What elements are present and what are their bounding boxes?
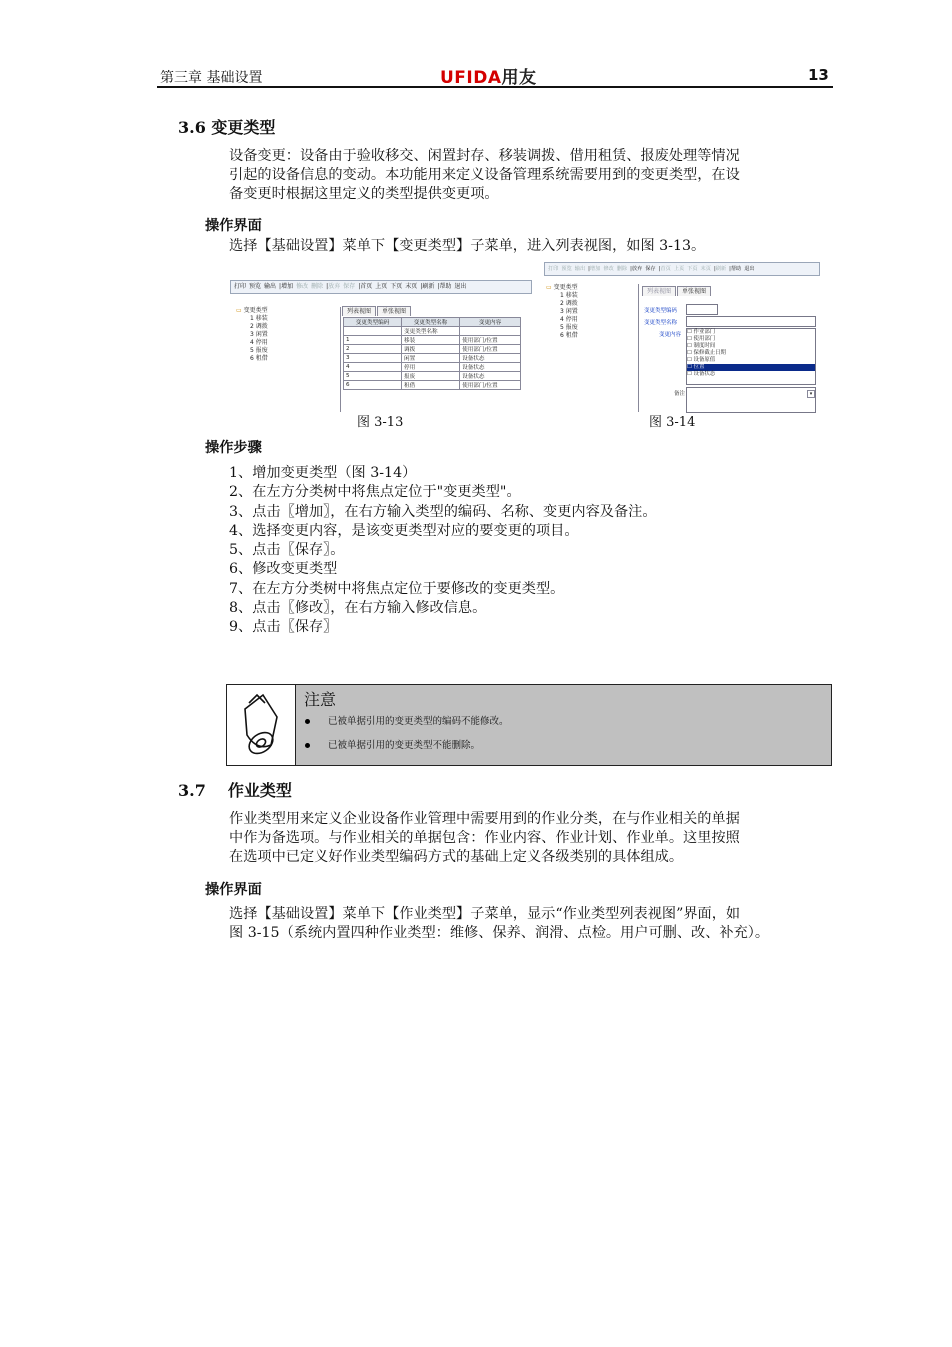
section-number: 3.7	[178, 781, 206, 800]
ui-text-line: 选择【基础设置】菜单下【作业类型】子菜单，显示“作业类型列表视图”界面，如	[229, 906, 741, 922]
bullet-icon	[305, 743, 310, 748]
tree-item[interactable]: 2 调拨	[560, 300, 578, 307]
toolbar-first[interactable]: 首页	[660, 266, 671, 272]
label-type-code: 变更类型编码	[644, 308, 678, 314]
step-item: 7、在左方分类树中将焦点定位于要修改的变更类型。	[229, 580, 565, 597]
toolbar: 打印 预览 输出 |增加 修改 删除 |放弃 保存 |首页 上页 下页 末页 |刷新 |帮助 退出	[544, 262, 820, 276]
section-3-6-title: 3.6 变更类型	[178, 118, 276, 137]
toolbar-cancel[interactable]: 放弃	[328, 283, 341, 290]
tree-item[interactable]: 6 租借	[560, 332, 578, 339]
table-row[interactable]: 6 租借 使用部门/位置	[344, 381, 521, 390]
tree-item[interactable]: 3 闲置	[250, 331, 268, 338]
note-box	[226, 684, 832, 766]
table-row[interactable]: 5 报废 设备状态	[344, 372, 521, 381]
table-row[interactable]: 变更类型名称	[344, 327, 521, 336]
folder-icon: ▭	[236, 307, 242, 314]
list-item[interactable]: ☐ 使用部门	[687, 336, 716, 342]
step-item: 4、选择变更内容，是该变更类型对应的要变更的项目。	[229, 522, 579, 539]
figure-3-14	[544, 262, 820, 412]
tree-item[interactable]: 5 报废	[250, 347, 268, 354]
remark-textarea[interactable]	[686, 387, 816, 413]
list-item[interactable]: ☐ 制度时间	[687, 343, 716, 349]
ui-heading: 操作界面	[205, 218, 262, 234]
intro-line: 引起的设备信息的变动。本功能用来定义设备管理系统需要用到的变更类型，在设	[229, 167, 740, 183]
category-tree	[236, 307, 268, 363]
note-icon-cell	[227, 685, 296, 765]
change-content-list[interactable]	[686, 328, 816, 385]
list-item[interactable]: ☐ 保修截止日期	[687, 350, 726, 356]
ufida-logo	[440, 63, 537, 88]
note-item: 已被单据引用的变更类型的编码不能修改。	[305, 713, 509, 727]
step-item: 1、增加变更类型（图 3-14）	[229, 465, 417, 481]
step-item: 2、在左方分类树中将焦点定位于"变更类型"。	[229, 484, 521, 501]
tab-list-view[interactable]: 列表视图	[342, 306, 376, 316]
toolbar: 打印 预览 输出 |增加 修改 删除 |放弃 保存 |首页 上页 下页 末页 |刷新 |帮助 退出	[230, 280, 532, 294]
scroll-down-icon[interactable]: ▾	[807, 390, 815, 398]
bell-icon	[227, 685, 295, 765]
label-type-name: 变更类型名称	[644, 320, 678, 326]
tab-card-view[interactable]: 单张视图	[377, 306, 411, 316]
section-3-7-intro	[229, 810, 740, 867]
list-item[interactable]: ☐ 作业部门	[687, 329, 716, 335]
table-header	[344, 318, 521, 327]
bullet-icon	[305, 719, 310, 724]
toolbar-prev[interactable]: 上页	[673, 266, 685, 272]
toolbar-last[interactable]: 末页	[405, 283, 418, 290]
toolbar-save[interactable]: 保存	[343, 283, 356, 290]
list-item-selected[interactable]: ☐ 位置	[687, 364, 815, 371]
intro-line: 设备变更：设备由于验收移交、闲置封存、移装调拨、借用租赁、报废处理等情况	[229, 148, 740, 164]
tree-item[interactable]: 1 移装	[560, 292, 578, 299]
toolbar-exit[interactable]: 退出	[744, 266, 755, 272]
toolbar-edit[interactable]: 修改	[296, 283, 309, 290]
intro-line: 备变更时根据这里定义的类型提供变更项。	[229, 186, 499, 202]
step-item: 3、点击〖增加〗，在右方输入类型的编码、名称、变更内容及备注。	[229, 503, 657, 520]
tree-root[interactable]: ▭ 变更类型	[546, 284, 578, 291]
figure-3-13-caption: 图 3-13	[357, 415, 404, 430]
toolbar-delete[interactable]: 删除	[616, 266, 628, 272]
column-header[interactable]: 变更类型名称	[402, 318, 460, 327]
toolbar-help[interactable]: 帮助	[439, 283, 452, 290]
toolbar-export[interactable]: 输出	[264, 283, 277, 290]
step-item: 6、修改变更类型	[229, 561, 338, 578]
toolbar-export[interactable]: 输出	[574, 266, 586, 272]
toolbar-cancel[interactable]: 放弃	[631, 266, 643, 272]
section-name: 作业类型	[227, 781, 292, 800]
header-rule	[157, 86, 833, 88]
list-item[interactable]: ☐ 设备原值	[687, 357, 716, 363]
toolbar-refresh[interactable]: 刷新	[422, 283, 435, 290]
tree-item[interactable]: 4 停用	[250, 339, 268, 346]
type-name-input[interactable]	[686, 316, 816, 327]
view-tabs	[342, 306, 412, 316]
step-item: 5、点击〖保存〗。	[229, 542, 345, 559]
note-title: 注意	[304, 690, 337, 709]
table-row[interactable]: 2 调拨 使用部门/位置	[344, 345, 521, 354]
section-3-7-title	[178, 778, 292, 801]
ui-heading: 操作界面	[205, 882, 262, 898]
figure-3-14-caption: 图 3-14	[649, 415, 696, 430]
table-row[interactable]: 3 闲置 设备状态	[344, 354, 521, 363]
splitter[interactable]	[340, 307, 341, 412]
toolbar-first[interactable]: 首页	[360, 283, 373, 290]
toolbar-help[interactable]: 帮助	[730, 266, 742, 272]
table-row[interactable]: 4 停用 设备状态	[344, 363, 521, 372]
tree-item[interactable]: 3 闲置	[560, 308, 578, 315]
toolbar-next[interactable]: 下页	[390, 283, 403, 290]
ui-text: 选择【基础设置】菜单下【变更类型】子菜单，进入列表视图，如图 3-13。	[229, 238, 706, 254]
table-row[interactable]: 1 移装 使用部门/位置	[344, 336, 521, 345]
toolbar-add[interactable]: 增加	[589, 266, 601, 272]
list-table	[343, 317, 521, 390]
toolbar-print[interactable]: 打印	[234, 283, 247, 290]
splitter[interactable]	[638, 284, 639, 412]
view-tabs	[642, 286, 712, 296]
step-item: 8、点击〖修改〗，在右方输入修改信息。	[229, 600, 487, 617]
toolbar-preview[interactable]: 预览	[561, 266, 572, 272]
label-remark: 备注	[674, 391, 686, 397]
tree-item[interactable]: 2 调拨	[250, 323, 268, 330]
toolbar-last[interactable]: 末页	[700, 266, 711, 272]
type-code-input[interactable]	[686, 304, 718, 315]
folder-icon: ▭	[546, 284, 552, 291]
toolbar-preview[interactable]: 预览	[249, 283, 262, 290]
toolbar-delete[interactable]: 删除	[311, 283, 324, 290]
page-number: 13	[808, 66, 829, 84]
step-item: 9、点击〖保存〗	[229, 619, 338, 636]
ui-text-line: 图 3-15（系统内置四种作业类型：维修、保养、润滑、点检。用户可删、改、补充）。	[229, 925, 770, 941]
toolbar-add[interactable]: 增加	[281, 283, 294, 290]
figure-3-13	[230, 280, 532, 412]
intro-line: 在选项中已定义好作业类型编码方式的基础上定义各级类别的具体组成。	[229, 849, 684, 865]
tab-card-view[interactable]: 单张视图	[677, 286, 711, 296]
category-tree	[546, 284, 578, 340]
note-item: 已被单据引用的变更类型不能删除。	[305, 737, 480, 751]
toolbar-prev[interactable]: 上页	[375, 283, 388, 290]
column-header[interactable]: 变更内容	[460, 318, 521, 327]
column-header[interactable]: 变更类型编码	[344, 318, 402, 327]
tree-item[interactable]: 1 移装	[250, 315, 268, 322]
tree-item[interactable]: 6 租借	[250, 355, 268, 362]
section-3-6-intro	[229, 147, 740, 204]
toolbar-edit[interactable]: 修改	[603, 266, 614, 272]
toolbar-exit[interactable]: 退出	[454, 283, 467, 290]
list-item[interactable]: ☐ 设备状态	[687, 371, 716, 377]
toolbar-refresh[interactable]: 刷新	[715, 266, 727, 272]
tab-list-view[interactable]: 列表视图	[642, 286, 676, 296]
steps-heading: 操作步骤	[205, 440, 262, 456]
toolbar-next[interactable]: 下页	[687, 266, 698, 272]
logo-en: UFIDA	[440, 68, 502, 88]
toolbar-save[interactable]: 保存	[645, 266, 656, 272]
logo-cn: 用友	[501, 68, 537, 88]
chapter-title: 第三章 基础设置	[160, 70, 263, 86]
label-change-content: 变更内容	[659, 332, 682, 338]
ui-text	[229, 905, 769, 943]
toolbar-print[interactable]: 打印	[548, 266, 559, 272]
tree-item[interactable]: 5 报废	[560, 324, 578, 331]
intro-line: 作业类型用来定义企业设备作业管理中需要用到的作业分类，在与作业相关的单据	[229, 811, 740, 827]
intro-line: 中作为备选项。与作业相关的单据包含：作业内容、作业计划、作业单。这里按照	[229, 830, 740, 846]
tree-root[interactable]: ▭ 变更类型	[236, 307, 268, 314]
steps-list	[229, 464, 657, 638]
tree-item[interactable]: 4 停用	[560, 316, 578, 323]
